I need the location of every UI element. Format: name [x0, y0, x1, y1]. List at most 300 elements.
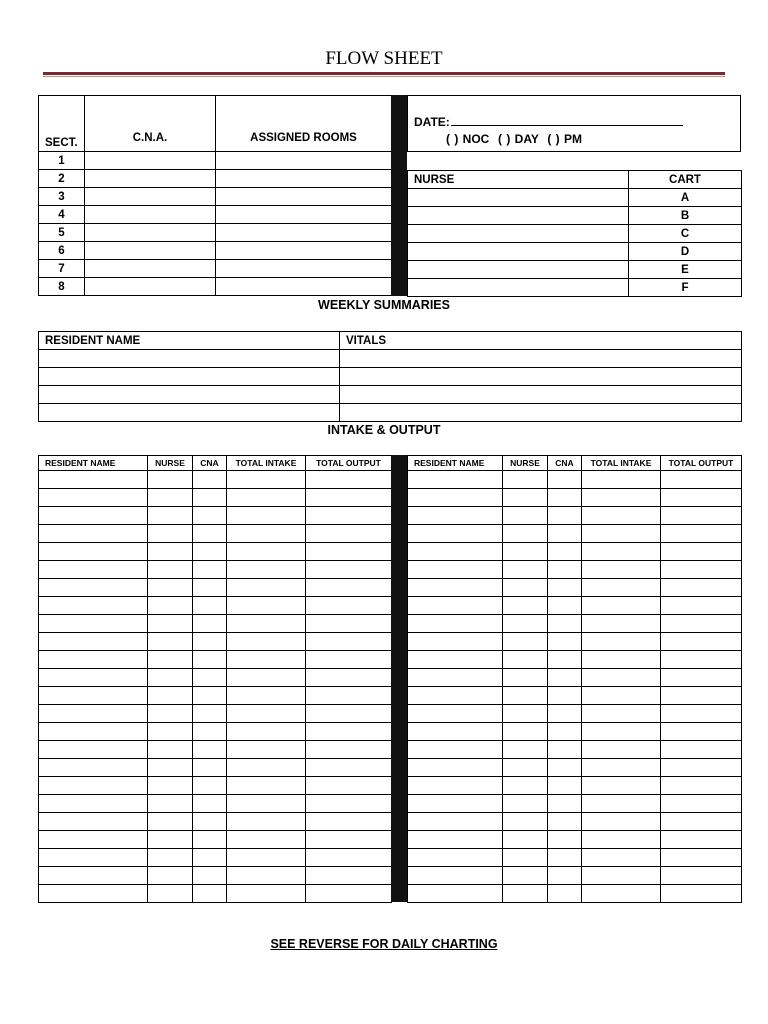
io-intake-cell[interactable] — [227, 777, 306, 795]
io-output-cell[interactable] — [661, 597, 742, 615]
io-cna-cell[interactable] — [193, 849, 227, 867]
io-resident-cell[interactable] — [39, 867, 148, 885]
io-resident-cell[interactable] — [39, 723, 148, 741]
io-output-cell[interactable] — [306, 759, 392, 777]
io-resident-cell[interactable] — [39, 705, 148, 723]
io-nurse-cell[interactable] — [503, 561, 548, 579]
io-cna-cell[interactable] — [193, 687, 227, 705]
io-resident-cell[interactable] — [408, 849, 503, 867]
io-intake-cell[interactable] — [227, 849, 306, 867]
io-output-cell[interactable] — [661, 633, 742, 651]
io-nurse-cell[interactable] — [148, 507, 193, 525]
io-intake-cell[interactable] — [582, 525, 661, 543]
date-field[interactable] — [451, 114, 683, 126]
io-nurse-cell[interactable] — [503, 759, 548, 777]
cna-cell[interactable] — [85, 278, 216, 296]
section-number: 4 — [39, 206, 85, 224]
nurse-cell[interactable] — [408, 207, 629, 225]
io-nurse-cell[interactable] — [503, 795, 548, 813]
rooms-cell[interactable] — [216, 260, 392, 278]
io-intake-cell[interactable] — [582, 597, 661, 615]
io-output-cell[interactable] — [306, 867, 392, 885]
io-resident-cell[interactable] — [408, 579, 503, 597]
io-nurse-cell[interactable] — [503, 651, 548, 669]
io-cna-cell[interactable] — [548, 489, 582, 507]
io-resident-cell[interactable] — [408, 489, 503, 507]
io-resident-cell[interactable] — [408, 741, 503, 759]
cna-cell[interactable] — [85, 224, 216, 242]
io-nurse-cell[interactable] — [148, 831, 193, 849]
io-intake-cell[interactable] — [582, 777, 661, 795]
io-output-cell[interactable] — [306, 561, 392, 579]
io-resident-cell[interactable] — [408, 615, 503, 633]
io-output-cell[interactable] — [306, 687, 392, 705]
cna-cell[interactable] — [85, 260, 216, 278]
io-row — [39, 867, 392, 885]
nurse-cell[interactable] — [408, 279, 629, 297]
io-output-cell[interactable] — [306, 723, 392, 741]
io-output-cell[interactable] — [306, 885, 392, 903]
cna-assignment-table — [38, 95, 392, 296]
io-resident-cell[interactable] — [39, 615, 148, 633]
io-output-cell[interactable] — [661, 489, 742, 507]
io-resident-cell[interactable] — [408, 795, 503, 813]
io-cna-cell[interactable] — [193, 705, 227, 723]
resident-name-cell[interactable] — [39, 350, 340, 368]
io-resident-cell[interactable] — [39, 507, 148, 525]
io-intake-cell[interactable] — [227, 543, 306, 561]
io-resident-cell[interactable] — [39, 579, 148, 597]
io-intake-cell[interactable] — [227, 741, 306, 759]
io-intake-cell[interactable] — [582, 561, 661, 579]
io-resident-cell[interactable] — [39, 597, 148, 615]
io-nurse-cell[interactable] — [148, 651, 193, 669]
io-resident-cell[interactable] — [39, 885, 148, 903]
io-nurse-cell[interactable] — [503, 525, 548, 543]
io-cna-cell[interactable] — [193, 867, 227, 885]
io-intake-cell[interactable] — [227, 831, 306, 849]
io-intake-cell[interactable] — [227, 669, 306, 687]
io-output-cell[interactable] — [306, 525, 392, 543]
io-nurse-cell[interactable] — [503, 669, 548, 687]
io-resident-cell[interactable] — [408, 525, 503, 543]
io-output-cell[interactable] — [661, 741, 742, 759]
io-resident-cell[interactable] — [39, 813, 148, 831]
io-row — [39, 543, 392, 561]
io-intake-cell[interactable] — [227, 561, 306, 579]
rooms-cell[interactable] — [216, 242, 392, 260]
io-output-cell[interactable] — [661, 759, 742, 777]
rooms-cell[interactable] — [216, 152, 392, 170]
io-cna-cell[interactable] — [548, 687, 582, 705]
io-cna-cell[interactable] — [193, 651, 227, 669]
io-cna-cell[interactable] — [548, 723, 582, 741]
io-output-cell[interactable] — [306, 741, 392, 759]
cart-header: CART — [629, 171, 742, 189]
io-cna-cell[interactable] — [193, 777, 227, 795]
io-nurse-cell[interactable] — [503, 813, 548, 831]
io-nurse-cell[interactable] — [503, 705, 548, 723]
io-output-cell[interactable] — [306, 849, 392, 867]
io-resident-cell[interactable] — [39, 687, 148, 705]
cna-cell[interactable] — [85, 152, 216, 170]
io-cna-cell[interactable] — [548, 759, 582, 777]
io-output-cell[interactable] — [306, 777, 392, 795]
io-row — [408, 561, 742, 579]
footer-note — [0, 937, 768, 951]
io-output-cell[interactable] — [306, 615, 392, 633]
io-nurse-cell[interactable] — [503, 597, 548, 615]
io-cna-cell[interactable] — [193, 579, 227, 597]
io-intake-cell[interactable] — [227, 471, 306, 489]
io-nurse-cell[interactable] — [148, 489, 193, 507]
vitals-cell[interactable] — [340, 386, 742, 404]
rooms-cell[interactable] — [216, 188, 392, 206]
io-output-cell[interactable] — [661, 561, 742, 579]
io-resident-cell[interactable] — [408, 759, 503, 777]
rooms-cell[interactable] — [216, 278, 392, 296]
io-row — [408, 723, 742, 741]
io-nurse-cell[interactable] — [148, 795, 193, 813]
io-intake-cell[interactable] — [227, 759, 306, 777]
io-cna-cell[interactable] — [193, 471, 227, 489]
io-cna-cell[interactable] — [193, 669, 227, 687]
io-intake-cell[interactable] — [582, 867, 661, 885]
io-output-cell[interactable] — [661, 579, 742, 597]
io-nurse-cell[interactable] — [148, 759, 193, 777]
io-cna-cell[interactable] — [193, 885, 227, 903]
io-row — [408, 669, 742, 687]
io-resident-cell[interactable] — [39, 795, 148, 813]
io-output-cell[interactable] — [661, 867, 742, 885]
io-nurse-cell[interactable] — [148, 615, 193, 633]
io-intake-cell[interactable] — [582, 507, 661, 525]
io-intake-cell[interactable] — [227, 705, 306, 723]
io-cna-cell[interactable] — [548, 651, 582, 669]
io-intake-cell[interactable] — [227, 687, 306, 705]
io-cna-cell[interactable] — [548, 543, 582, 561]
io-output-cell[interactable] — [306, 633, 392, 651]
io-row — [408, 597, 742, 615]
weekly-summaries-title: WEEKLY SUMMARIES — [318, 298, 450, 312]
rooms-cell[interactable] — [216, 206, 392, 224]
io-nurse-cell[interactable] — [503, 723, 548, 741]
io-cna-cell[interactable] — [193, 831, 227, 849]
resident-name-cell[interactable] — [39, 404, 340, 422]
io-output-cell[interactable] — [306, 579, 392, 597]
io-intake-cell[interactable] — [582, 579, 661, 597]
io-nurse-cell[interactable] — [148, 723, 193, 741]
io-cna-cell[interactable] — [548, 525, 582, 543]
io-intake-cell[interactable] — [227, 525, 306, 543]
io-resident-cell[interactable] — [39, 669, 148, 687]
rooms-cell[interactable] — [216, 170, 392, 188]
io-nurse-cell[interactable] — [503, 507, 548, 525]
io-output-cell[interactable] — [306, 831, 392, 849]
io-resident-cell[interactable] — [39, 471, 148, 489]
io-nurse-cell[interactable] — [148, 633, 193, 651]
io-nurse-cell[interactable] — [503, 687, 548, 705]
io-nurse-cell[interactable] — [148, 669, 193, 687]
io-cna-cell[interactable] — [193, 543, 227, 561]
io-intake-cell[interactable] — [227, 723, 306, 741]
io-intake-cell[interactable] — [582, 795, 661, 813]
io-intake-cell[interactable] — [227, 633, 306, 651]
io-cna-cell[interactable] — [193, 615, 227, 633]
io-output-cell[interactable] — [306, 795, 392, 813]
shift-options[interactable]: ( ) NOC ( ) DAY ( ) PM — [446, 132, 582, 146]
io-cna-cell[interactable] — [193, 525, 227, 543]
io-intake-cell[interactable] — [227, 813, 306, 831]
io-resident-cell[interactable] — [39, 489, 148, 507]
io-nurse-cell[interactable] — [503, 615, 548, 633]
io-nurse-cell[interactable] — [148, 885, 193, 903]
io-cna-cell[interactable] — [193, 561, 227, 579]
sect-header: SECT. — [39, 96, 85, 152]
io-cna-cell[interactable] — [548, 597, 582, 615]
io-resident-cell[interactable] — [39, 561, 148, 579]
io-cna-cell[interactable] — [193, 633, 227, 651]
io-cna-cell[interactable] — [548, 867, 582, 885]
io-output-cell[interactable] — [306, 705, 392, 723]
io-intake-cell[interactable] — [227, 579, 306, 597]
io-nurse-cell[interactable] — [148, 579, 193, 597]
io-intake-cell[interactable] — [227, 489, 306, 507]
column-divider — [391, 95, 407, 296]
io-nurse-cell[interactable] — [503, 867, 548, 885]
io-resident-cell[interactable] — [39, 759, 148, 777]
io-cna-cell[interactable] — [548, 885, 582, 903]
io-nurse-cell[interactable] — [148, 525, 193, 543]
io-nurse-cell[interactable] — [148, 705, 193, 723]
io-cna-cell[interactable] — [548, 705, 582, 723]
nurse-cart-table — [407, 170, 742, 297]
io-nurse-cell[interactable] — [148, 597, 193, 615]
io-intake-cell[interactable] — [227, 795, 306, 813]
section-number: 2 — [39, 170, 85, 188]
io-resident-cell[interactable] — [408, 471, 503, 489]
cna-cell[interactable] — [85, 206, 216, 224]
io-intake-cell[interactable] — [227, 615, 306, 633]
section-row — [39, 278, 392, 296]
io-cna-cell[interactable] — [548, 813, 582, 831]
io-intake-cell[interactable] — [582, 651, 661, 669]
io-intake-cell[interactable] — [582, 615, 661, 633]
io-nurse-cell[interactable] — [503, 831, 548, 849]
io-intake-cell[interactable] — [582, 669, 661, 687]
io-resident-cell[interactable] — [39, 633, 148, 651]
vitals-cell[interactable] — [340, 350, 742, 368]
io-resident-cell[interactable] — [408, 687, 503, 705]
io-cna-cell[interactable] — [193, 489, 227, 507]
cna-cell[interactable] — [85, 170, 216, 188]
io-output-cell[interactable] — [661, 669, 742, 687]
io-output-cell[interactable] — [661, 849, 742, 867]
io-output-cell[interactable] — [306, 813, 392, 831]
io-intake-cell[interactable] — [582, 849, 661, 867]
io-nurse-cell[interactable] — [148, 687, 193, 705]
io-nurse-cell[interactable] — [503, 471, 548, 489]
io-output-cell[interactable] — [306, 471, 392, 489]
io-resident-cell[interactable] — [408, 633, 503, 651]
io-output-cell[interactable] — [661, 543, 742, 561]
io-cna-cell[interactable] — [548, 831, 582, 849]
io-resident-cell[interactable] — [39, 849, 148, 867]
io-nurse-cell[interactable] — [503, 579, 548, 597]
io-intake-cell[interactable] — [227, 597, 306, 615]
io-nurse-cell[interactable] — [503, 633, 548, 651]
resident-name-header: RESIDENT NAME — [39, 332, 340, 350]
io-nurse-cell[interactable] — [503, 741, 548, 759]
io-resident-cell[interactable] — [408, 813, 503, 831]
resident-name-cell[interactable] — [39, 368, 340, 386]
io-row — [408, 831, 742, 849]
io-resident-cell[interactable] — [408, 651, 503, 669]
io-cna-cell[interactable] — [548, 633, 582, 651]
io-cna-cell[interactable] — [548, 777, 582, 795]
io-row — [39, 597, 392, 615]
io-cna-cell[interactable] — [548, 561, 582, 579]
io-output-cell[interactable] — [306, 507, 392, 525]
io-cna-cell[interactable] — [548, 471, 582, 489]
io-intake-cell[interactable] — [227, 507, 306, 525]
io-resident-cell[interactable] — [39, 777, 148, 795]
io-row — [39, 831, 392, 849]
io-resident-cell[interactable] — [39, 543, 148, 561]
cna-cell[interactable] — [85, 242, 216, 260]
resident-name-cell[interactable] — [39, 386, 340, 404]
io-cna-cell[interactable] — [193, 723, 227, 741]
io-nurse-cell[interactable] — [148, 543, 193, 561]
io-intake-cell[interactable] — [582, 471, 661, 489]
io-output-cell[interactable] — [661, 885, 742, 903]
io-cna-cell[interactable] — [193, 597, 227, 615]
vitals-cell[interactable] — [340, 368, 742, 386]
io-cna-cell[interactable] — [548, 669, 582, 687]
io-intake-cell[interactable] — [582, 885, 661, 903]
io-nurse-cell[interactable] — [148, 813, 193, 831]
nurse-cell[interactable] — [408, 243, 629, 261]
io-output-cell[interactable] — [661, 651, 742, 669]
io-resident-cell[interactable] — [408, 705, 503, 723]
intake-output-table-right — [407, 455, 742, 903]
io-nurse-cell[interactable] — [148, 777, 193, 795]
section-row — [39, 242, 392, 260]
io-row — [39, 849, 392, 867]
io-cna-cell[interactable] — [548, 795, 582, 813]
io-resident-header: RESIDENT NAME — [408, 456, 503, 471]
io-output-cell[interactable] — [661, 507, 742, 525]
io-resident-cell[interactable] — [39, 741, 148, 759]
io-output-cell[interactable] — [661, 705, 742, 723]
io-cna-cell[interactable] — [193, 759, 227, 777]
io-output-cell[interactable] — [661, 723, 742, 741]
io-resident-cell[interactable] — [408, 543, 503, 561]
io-output-cell[interactable] — [661, 525, 742, 543]
io-intake-cell[interactable] — [582, 813, 661, 831]
io-resident-cell[interactable] — [408, 669, 503, 687]
io-resident-cell[interactable] — [408, 723, 503, 741]
io-resident-cell[interactable] — [408, 561, 503, 579]
nurse-cell[interactable] — [408, 189, 629, 207]
vitals-cell[interactable] — [340, 404, 742, 422]
io-output-cell[interactable] — [306, 543, 392, 561]
io-resident-cell[interactable] — [408, 507, 503, 525]
io-resident-header: RESIDENT NAME — [39, 456, 148, 471]
io-output-cell[interactable] — [306, 597, 392, 615]
nurse-cell[interactable] — [408, 225, 629, 243]
io-cna-cell[interactable] — [193, 741, 227, 759]
io-resident-cell[interactable] — [39, 831, 148, 849]
io-intake-cell[interactable] — [582, 705, 661, 723]
io-resident-cell[interactable] — [39, 651, 148, 669]
io-intake-cell[interactable] — [582, 759, 661, 777]
io-cna-cell[interactable] — [548, 579, 582, 597]
io-output-cell[interactable] — [661, 471, 742, 489]
io-cna-cell[interactable] — [548, 741, 582, 759]
io-nurse-cell[interactable] — [503, 777, 548, 795]
io-cna-cell[interactable] — [548, 615, 582, 633]
io-resident-cell[interactable] — [408, 885, 503, 903]
io-nurse-cell[interactable] — [148, 849, 193, 867]
io-output-cell[interactable] — [661, 615, 742, 633]
io-output-cell[interactable] — [661, 795, 742, 813]
io-cna-cell[interactable] — [193, 813, 227, 831]
io-resident-cell[interactable] — [408, 867, 503, 885]
io-nurse-cell[interactable] — [503, 885, 548, 903]
io-output-cell[interactable] — [306, 651, 392, 669]
io-intake-cell[interactable] — [227, 867, 306, 885]
cna-cell[interactable] — [85, 188, 216, 206]
io-nurse-cell[interactable] — [148, 561, 193, 579]
io-cna-cell[interactable] — [193, 795, 227, 813]
io-resident-cell[interactable] — [408, 831, 503, 849]
nurse-cell[interactable] — [408, 261, 629, 279]
io-nurse-cell[interactable] — [503, 489, 548, 507]
cart-row — [408, 279, 742, 297]
io-intake-cell[interactable] — [582, 741, 661, 759]
io-output-cell[interactable] — [661, 813, 742, 831]
io-cna-cell[interactable] — [548, 849, 582, 867]
io-nurse-cell[interactable] — [148, 471, 193, 489]
io-nurse-cell[interactable] — [503, 849, 548, 867]
io-row — [39, 759, 392, 777]
io-output-cell[interactable] — [306, 669, 392, 687]
io-intake-cell[interactable] — [582, 489, 661, 507]
io-output-cell[interactable] — [661, 687, 742, 705]
io-intake-cell[interactable] — [582, 723, 661, 741]
io-resident-cell[interactable] — [408, 597, 503, 615]
io-intake-cell[interactable] — [582, 633, 661, 651]
io-intake-cell[interactable] — [582, 831, 661, 849]
io-intake-cell[interactable] — [227, 651, 306, 669]
io-nurse-cell[interactable] — [148, 741, 193, 759]
rooms-cell[interactable] — [216, 224, 392, 242]
io-row — [39, 687, 392, 705]
io-resident-cell[interactable] — [39, 525, 148, 543]
io-output-cell[interactable] — [306, 489, 392, 507]
io-output-cell[interactable] — [661, 777, 742, 795]
io-output-cell[interactable] — [661, 831, 742, 849]
io-cna-cell[interactable] — [548, 507, 582, 525]
io-intake-cell[interactable] — [227, 885, 306, 903]
io-intake-cell[interactable] — [582, 543, 661, 561]
io-cna-cell[interactable] — [193, 507, 227, 525]
io-nurse-cell[interactable] — [503, 543, 548, 561]
io-nurse-cell[interactable] — [148, 867, 193, 885]
io-intake-cell[interactable] — [582, 687, 661, 705]
io-resident-cell[interactable] — [408, 777, 503, 795]
